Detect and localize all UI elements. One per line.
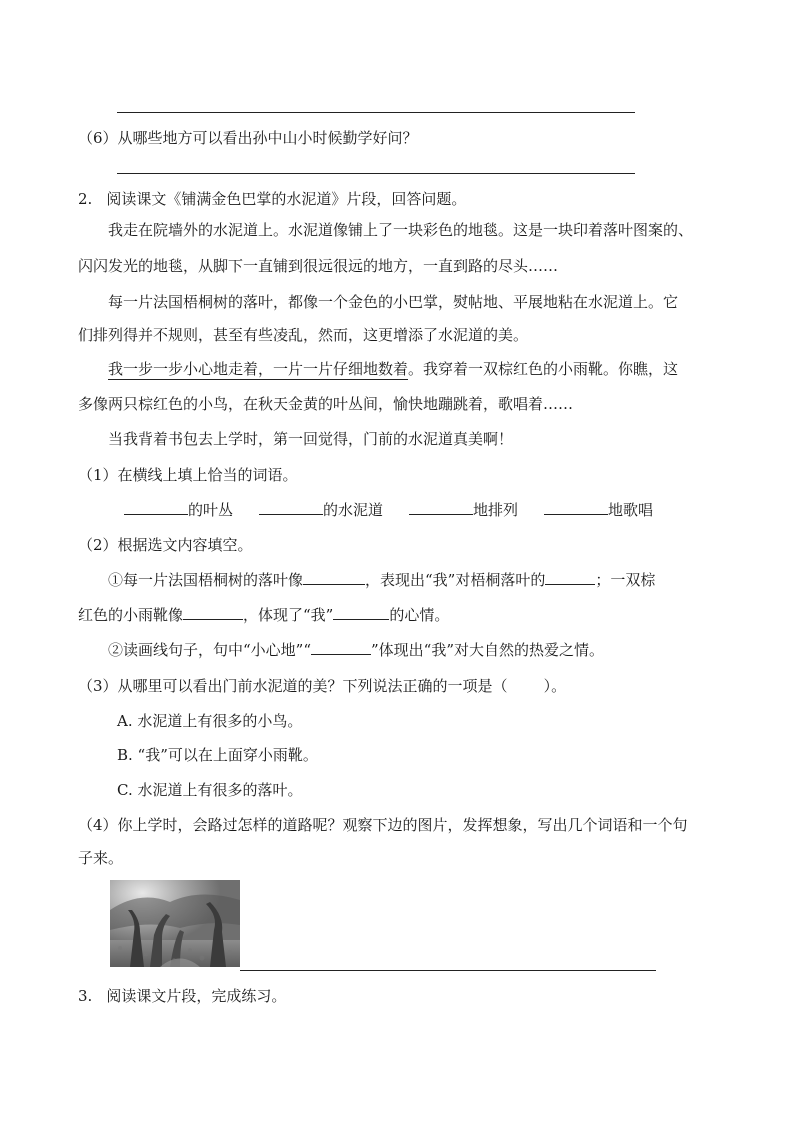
sub-question-4-label: （4）	[78, 816, 118, 834]
item1-part-c: ；一双棕	[595, 571, 656, 589]
underlined-sentence: 我一步一步小心地走着，一片一片仔细地数着	[108, 360, 409, 378]
question-6-label: （6）	[78, 129, 118, 147]
sub-question-1-text: 在横线上填上恰当的词语。	[117, 466, 298, 484]
sub-question-2-text: 根据选文内容填空。	[117, 536, 253, 554]
passage-p3-rest: 。我穿着一双棕红色的小雨靴。你瞧，这	[408, 360, 679, 378]
passage-p2-line1: 每一片法国梧桐树的落叶，都像一个金色的小巴掌，熨帖地、平展地粘在水泥道上。它	[108, 293, 679, 311]
sub-question-3	[78, 676, 566, 696]
sub-question-3-label: （3）	[78, 677, 118, 695]
question-6	[78, 128, 418, 148]
question-2-number: 2.	[78, 190, 93, 208]
passage-p2-line2: 们排列得并不规则，甚至有些凌乱，然而，这更增添了水泥道的美。	[78, 326, 529, 344]
question-2-heading	[78, 189, 466, 209]
sub-question-2-item1-line1	[108, 570, 655, 590]
blank-phrase[interactable]	[311, 640, 371, 655]
sub-question-3-text-b: ）。	[543, 677, 567, 695]
blank-1-suffix: 的叶丛	[188, 501, 234, 519]
sub-question-2-label: （2）	[78, 536, 118, 554]
blank-4[interactable]	[544, 500, 608, 515]
answer-line-q4[interactable]	[240, 970, 656, 971]
question-2-title: 阅读课文《铺满金色巴掌的水泥道》片段，回答问题。	[106, 190, 467, 208]
sub-question-4-line1	[78, 815, 688, 835]
blank-2[interactable]	[259, 500, 323, 515]
sub-question-4-text: 你上学时，会路过怎样的道路呢？观察下边的图片，发挥想象，写出几个词语和一个句	[117, 816, 688, 834]
item1-part-b: ，表现出“我”对梧桐落叶的	[365, 571, 546, 589]
item1-part-d: 红色的小雨靴像	[78, 606, 184, 624]
blank-feeling-toward-leaves[interactable]	[545, 570, 595, 585]
question-3-number: 3.	[78, 987, 93, 1005]
blank-3[interactable]	[409, 500, 473, 515]
option-a[interactable]: A. 水泥道上有很多的小鸟。	[117, 712, 303, 730]
passage-p4: 当我背着书包去上学时，第一回觉得，门前的水泥道真美啊！	[108, 430, 514, 448]
blank-1[interactable]	[124, 500, 188, 515]
item2-part-a: ②读画线句子，句中“小心地”“	[108, 641, 312, 659]
sub-question-1	[78, 465, 298, 485]
item2-part-b: ”体现出“我”对大自然的热爱之情。	[371, 641, 605, 659]
question-3-title: 阅读课文片段，完成练习。	[106, 987, 287, 1005]
tree-road-illustration	[110, 880, 240, 967]
question-3-heading	[78, 986, 286, 1006]
item1-part-a: ①每一片法国梧桐树的落叶像	[108, 571, 304, 589]
sub-question-2	[78, 535, 253, 555]
sub-question-4-line2: 子来。	[78, 849, 124, 867]
blank-mood[interactable]	[333, 605, 389, 620]
passage-p3-line1	[108, 359, 678, 379]
blank-3-suffix: 地排列	[473, 501, 519, 519]
blank-2-suffix: 的水泥道	[323, 501, 384, 519]
option-c[interactable]: C. 水泥道上有很多的落叶。	[117, 781, 303, 799]
passage-p1-line1: 我走在院墙外的水泥道上。水泥道像铺上了一块彩色的地毯。这是一块印着落叶图案的、	[108, 221, 694, 239]
item1-part-f: 的心情。	[389, 606, 450, 624]
item1-part-e: ，体现了“我”	[243, 606, 334, 624]
blank-boots-like[interactable]	[183, 605, 243, 620]
passage-p1-line2: 闪闪发光的地毯，从脚下一直铺到很远很远的地方，一直到路的尽头……	[78, 257, 559, 275]
option-b[interactable]: B. “我”可以在上面穿小雨靴。	[117, 746, 318, 764]
sub-question-2-item1-line2	[78, 605, 449, 625]
sub-question-1-label: （1）	[78, 466, 118, 484]
blank-leaf-like[interactable]	[303, 570, 365, 585]
answer-line-q5[interactable]	[117, 112, 635, 113]
sub-question-2-item2	[108, 640, 604, 660]
passage-p3-line2: 多像两只棕红色的小鸟，在秋天金黄的叶丛间，愉快地蹦跳着，歌唱着……	[78, 395, 574, 413]
question-6-text: 从哪些地方可以看出孙中山小时候勤学好问？	[117, 129, 418, 147]
tree-road-photo	[110, 880, 240, 967]
answer-line-q6[interactable]	[117, 173, 635, 174]
sub-question-1-blanks	[124, 500, 653, 520]
blank-4-suffix: 地歌唱	[608, 501, 654, 519]
sub-question-3-text-a: 从哪里可以看出门前水泥道的美？下列说法正确的一项是（	[117, 677, 508, 695]
